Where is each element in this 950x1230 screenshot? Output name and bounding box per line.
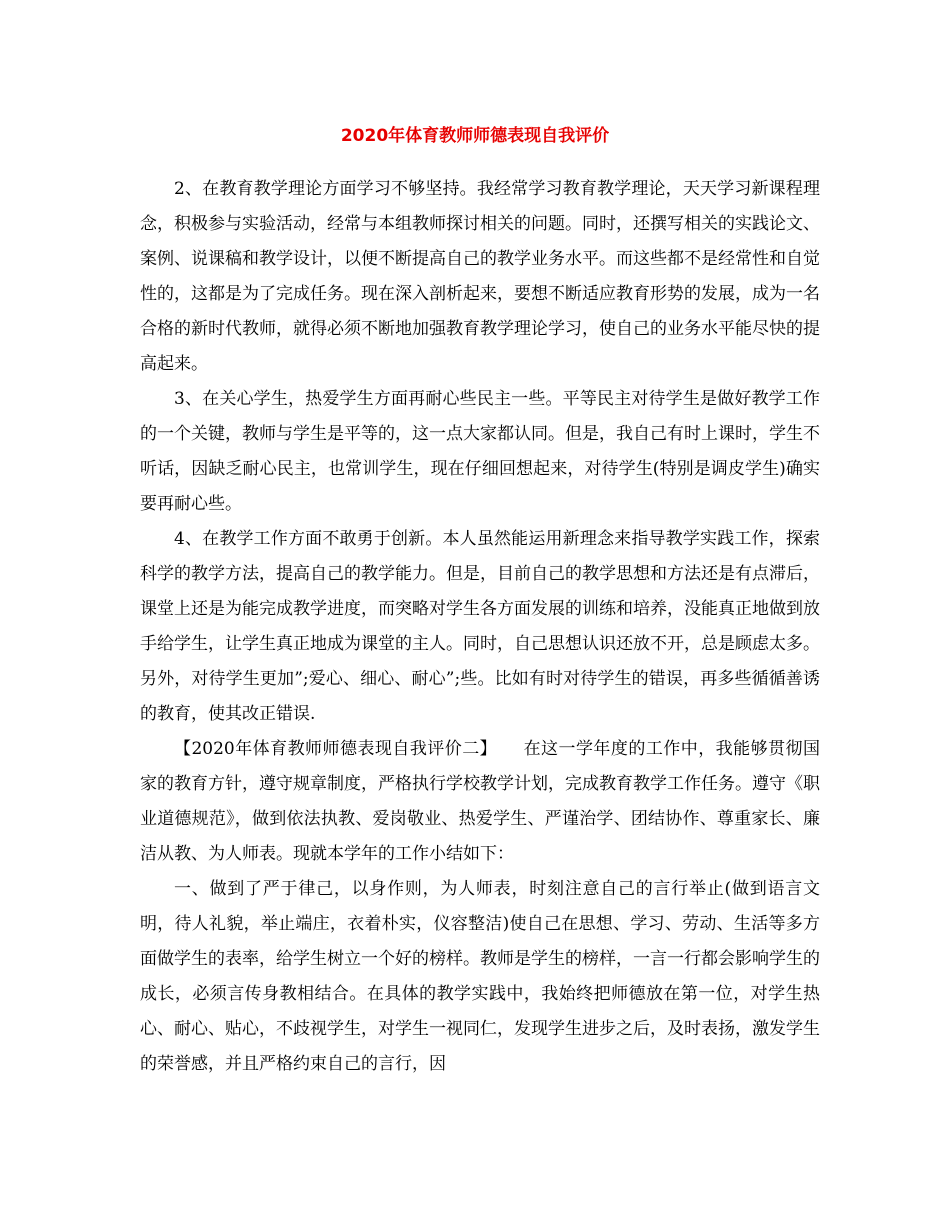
document-title: 2020年体育教师师德表现自我评价 bbox=[340, 126, 610, 146]
paragraph-item-4: 4、在教学工作方面不敢勇于创新。本人虽然能运用新理念来指导教学实践工作，探索科学的教学方法，提高自己的教学能力。但是，目前自己的教学思想和方法还是有点滞后，课堂上还是为能完成教学进度，而突略对学生各方面发展的训练和培养，没能真正地做到放手给学生，让学生真正地成为课堂的主人。同时，自己思想认识还放不开，总是顾虑太多。另外，对待学生更加”;爱心、细心、耐心”;些。比如有时对待学生的错误，再多些循循善诱的教育，使其改正错误. bbox=[140, 529, 820, 724]
paragraph-point-one: 一、做到了严于律己，以身作则，为人师表，时刻注意自己的言行举止(做到语言文明，待人礼貌，举止端庄，衣着朴实，仪容整洁)使自己在思想、学习、劳动、生活等多方面做学生的表率，给学生树立一个好的榜样。教师是学生的榜样，一言一行都会影响学生的成长，必须言传身教相结合。在具体的教学实践中，我始终把师德放在第一位，对学生热心、耐心、贴心，不歧视学生，对学生一视同仁，发现学生进步之后，及时表扬，激发学生的荣誉感，并且严格约束自己的言行，因 bbox=[140, 879, 820, 1074]
document-body bbox=[140, 172, 820, 1082]
paragraph-item-3: 3、在关心学生，热爱学生方面再耐心些民主一些。平等民主对待学生是做好教学工作的一个关键，教师与学生是平等的，这一点大家都认同。但是，我自己有时上课时，学生不听话，因缺乏耐心民主，也常训学生，现在仔细回想起来，对待学生(特别是调皮学生)确实要再耐心些。 bbox=[140, 389, 820, 514]
paragraph-item-2: 2、在教育教学理论方面学习不够坚持。我经常学习教育教学理论，天天学习新课程理念，积极参与实验活动，经常与本组教师探讨相关的问题。同时，还撰写相关的实践论文、案例、说课稿和教学设计，以便不断提高自己的教学业务水平。而这些都不是经常性和自觉性的，这都是为了完成任务。现在深入剖析起来，要想不断适应教育形势的发展，成为一名合格的新时代教师，就得必须不断地加强教育教学理论学习，使自己的业务水平能尽快的提高起来。 bbox=[140, 179, 820, 374]
paragraph-section-two: 【2020年体育教师师德表现自我评价二】 在这一学年度的工作中，我能够贯彻国家的教育方针，遵守规章制度，严格执行学校教学计划，完成教育教学工作任务。遵守《职业道德规范》，做到依法执教、爱岗敬业、热爱学生、严谨治学、团结协作、尊重家长、廉洁从教、为人师表。现就本学年的工作小结如下： bbox=[140, 739, 820, 864]
